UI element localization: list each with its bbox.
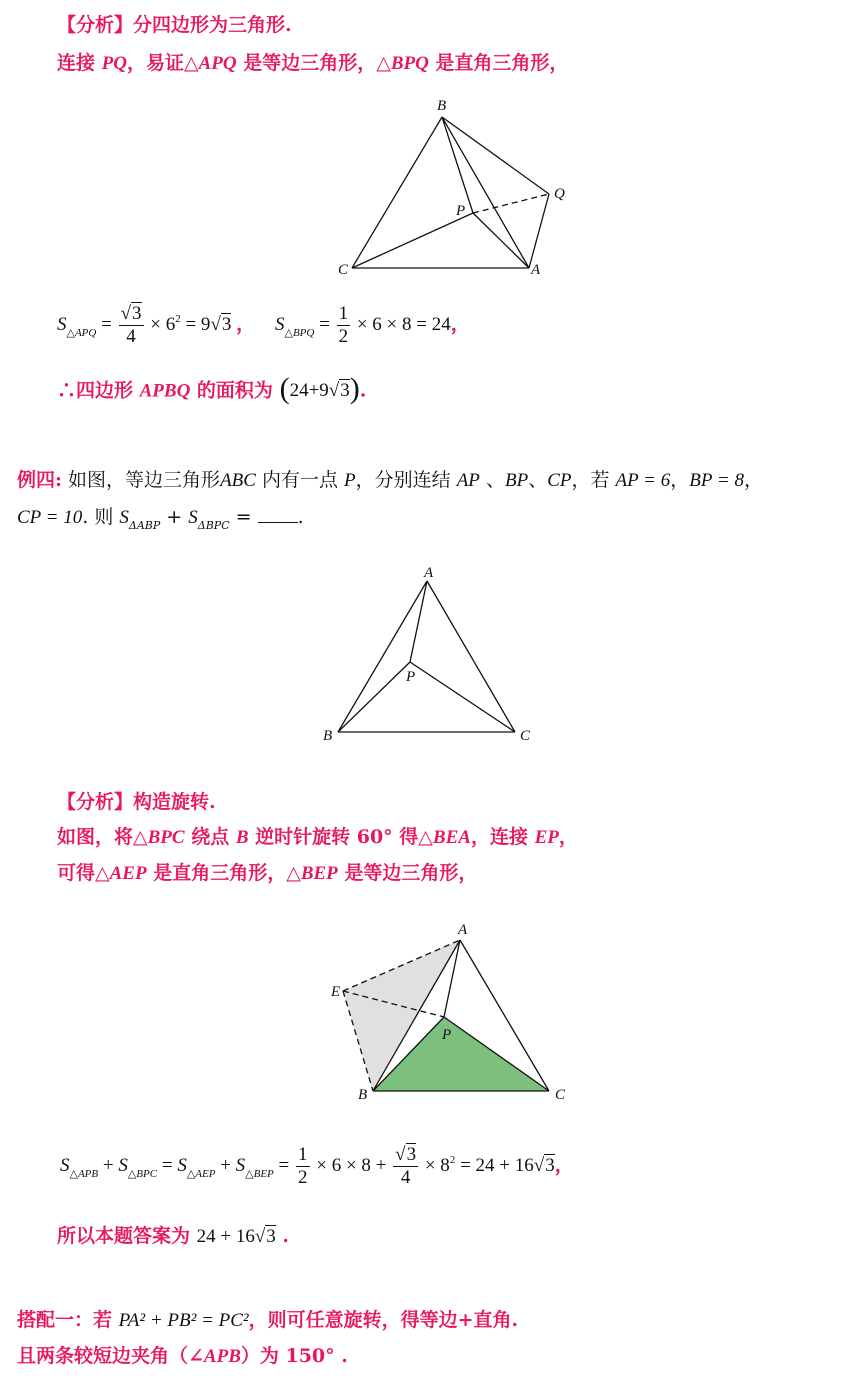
analysis-line: 连接 PQ，易证△APQ 是等边三角形，△BPQ 是直角三角形， bbox=[57, 52, 569, 74]
edge-bc bbox=[352, 117, 442, 268]
label-p: P bbox=[406, 669, 416, 685]
edge-ab bbox=[338, 581, 427, 732]
conclusion-line: ∴四边形 APBQ 的面积为 (24+9√3). bbox=[57, 372, 367, 405]
analysis-2-title: 【分析】构造旋转. bbox=[57, 791, 216, 813]
label-a: A bbox=[531, 262, 541, 278]
label-c: C bbox=[338, 262, 349, 278]
edge-cp bbox=[352, 213, 473, 268]
label-b: B bbox=[358, 1087, 368, 1103]
edge-qa bbox=[529, 194, 549, 268]
edge-ap bbox=[410, 581, 427, 662]
pairing-line-1: 搭配一：若 PA² + PB² = PC²，则可任意旋转，得等边+直角. bbox=[17, 1309, 519, 1331]
label-e: E bbox=[331, 984, 341, 1000]
answer-blank bbox=[258, 522, 298, 523]
label-p: P bbox=[456, 203, 466, 219]
analysis-2-line-1: 如图，将△BPC 绕点 B 逆时针旋转 60° 得△BEA，连接 EP， bbox=[57, 826, 578, 848]
edge-bp bbox=[338, 662, 410, 732]
label-q: Q bbox=[554, 186, 565, 202]
figure-quadrilateral-apbq bbox=[330, 92, 580, 292]
pairing-line-2: 且两条较短边夹角（∠APB）为 150° . bbox=[17, 1345, 348, 1367]
edge-bp bbox=[442, 117, 473, 213]
label-a: A bbox=[424, 565, 434, 581]
edge-bq bbox=[442, 117, 549, 194]
edge-pa bbox=[473, 213, 529, 268]
formula-area-bpq: $S_{\triangle BPQ}$ = $\frac{1}{2}$ × 6 × 8 = 24， bbox=[275, 303, 470, 347]
answer-line: 所以本题答案为 24 + 16√3 . bbox=[57, 1225, 290, 1247]
figure-equilateral-triangle bbox=[315, 560, 545, 750]
edge-pq-dashed bbox=[473, 194, 549, 213]
label-c: C bbox=[520, 728, 531, 744]
formula-area-apq: $S_{\triangle APQ}$ = $\frac{√3}{4}$ × $6^2 = 9√3$ ， bbox=[57, 303, 256, 347]
label-b: B bbox=[437, 98, 447, 114]
analysis-2-line-2: 可得△AEP 是直角三角形，△BEP 是等边三角形， bbox=[57, 862, 478, 884]
edge-ba bbox=[442, 117, 529, 268]
analysis-title: 【分析】分四边形为三角形. bbox=[57, 14, 292, 36]
example-4-line-2: CP = 10. 则 $S_{\Delta ABP} + S_{\Delta BPC}$ = . bbox=[17, 506, 304, 532]
edge-ac bbox=[427, 581, 515, 732]
label-p: P bbox=[442, 1027, 452, 1043]
figure-rotation bbox=[325, 915, 575, 1110]
label-a: A bbox=[458, 922, 468, 938]
label-b: B bbox=[323, 728, 333, 744]
label-c: C bbox=[555, 1087, 566, 1103]
example-4-line-1: 例四: 如图，等边三角形ABC 内有一点 P，分别连结 AP 、BP、CP，若 AP = 6，BP = 8， bbox=[17, 469, 763, 491]
edge-cp bbox=[410, 662, 515, 732]
formula-area-sum: $S_{\triangle APB} + S_{\triangle BPC} = S_{\triangle AEP} + S_{\triangle BEP}$ = $\frac{1}{2}$ × 6 × 8 + $\frac{√3}{4}$ × $8^2 = 24 + 16√3$， bbox=[60, 1144, 574, 1188]
